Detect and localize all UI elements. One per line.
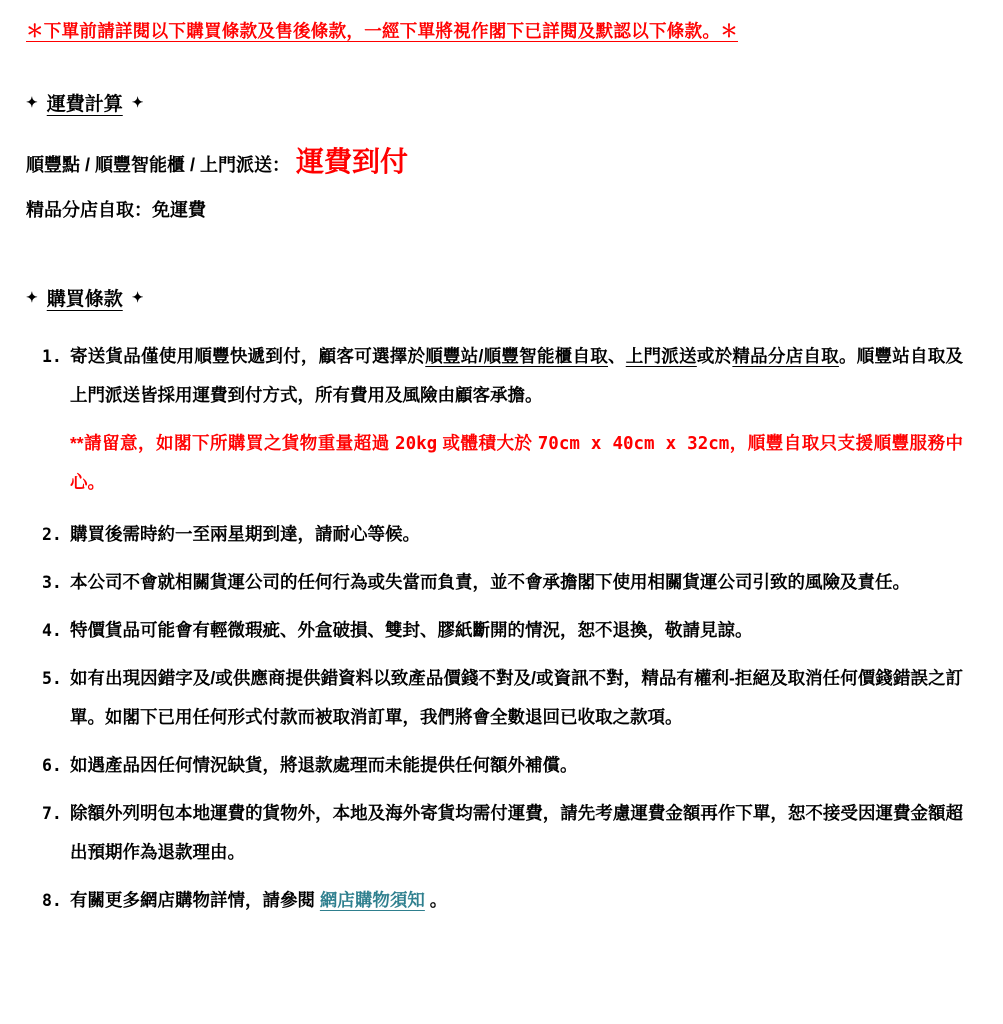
term-number: 8. — [42, 891, 62, 910]
term-segment: 寄送貨品僅使用順豐快遞到付，顧客可選擇於 — [70, 346, 426, 366]
term-body — [70, 794, 963, 872]
term-text-shipping-fee-policy: 除額外列明包本地運費的貨物外，本地及海外寄貨均需付運費，請先考慮運費金額再作下單，恕不接受因運費金額超出預期作為退款理由。 — [70, 803, 963, 862]
term-text-more-info — [70, 881, 963, 920]
note-segment: 或體積大於 — [437, 433, 538, 453]
terms-list — [26, 337, 963, 920]
pickup-option-sf-station: 順豐站/順豐智能櫃自取 — [425, 346, 608, 366]
term-body — [70, 515, 963, 554]
weight-limit-note — [70, 424, 963, 501]
term-text-out-of-stock: 如遇產品因任何情況缺貨，將退款處理而未能提供任何額外補償。 — [70, 755, 578, 775]
term-body — [70, 337, 963, 506]
term-item-6 — [42, 746, 963, 785]
term-body — [70, 611, 963, 650]
term-text-delivery-time: 購買後需時約一至兩星期到達，請耐心等候。 — [70, 524, 420, 544]
term-segment: 。順豐站自取及上門派送皆採用運費到付方式，所有費用及風險由顧客承擔。 — [70, 346, 964, 405]
terms-section-heading — [26, 284, 963, 311]
terms-heading-title: 購買條款 — [46, 289, 123, 310]
star-icon: ✦ — [26, 94, 38, 110]
term-item-8 — [42, 881, 963, 920]
note-segment: ，順豐自取只支援順豐服務中心。 — [70, 433, 963, 492]
pickup-option-store-pickup: 精品分店自取 — [732, 346, 839, 366]
term-number: 4. — [42, 621, 62, 640]
term-text-shipping-options — [70, 337, 963, 415]
weight-value: 20kg — [395, 434, 438, 454]
term-body — [70, 881, 963, 920]
pre-order-notice: ＊下單前請詳閱以下購買條款及售後條款，一經下單將視作閣下已詳閱及默認以下條款。＊ — [26, 21, 738, 41]
term-item-5 — [42, 659, 963, 737]
shopping-guide-link[interactable]: 網店購物須知 — [319, 890, 425, 910]
term-segment: 有關更多網店購物詳情，請參閱 — [70, 890, 320, 910]
star-icon: ✦ — [26, 289, 38, 305]
pickup-option-home-delivery: 上門派送 — [625, 346, 697, 366]
star-icon: ✦ — [131, 94, 144, 110]
fee-on-delivery-value: 運費到付 — [296, 146, 409, 177]
store-pickup-line: 精品分店自取：免運費 — [26, 200, 206, 220]
term-segment: 。 — [424, 890, 448, 910]
term-body — [70, 659, 963, 737]
shipping-heading-title: 運費計算 — [46, 94, 123, 115]
delivery-fee-line — [26, 140, 963, 180]
term-number: 2. — [42, 525, 62, 544]
term-number: 7. — [42, 804, 62, 823]
term-body — [70, 746, 963, 785]
star-icon: ✦ — [131, 289, 144, 305]
shipping-section-heading — [26, 89, 963, 116]
term-segment: 、 — [608, 346, 626, 366]
term-text-pricing-errors: 如有出現因錯字及/或供應商提供錯資料以致產品價錢不對及/或資訊不對，精品有權利-拒絕及取消任何價錢錯誤之訂單。如閣下已用任何形式付款而被取消訂單，我們將會全數退回已收取之款項。 — [70, 668, 963, 727]
term-text-courier-liability: 本公司不會就相關貨運公司的任何行為或失當而負責，並不會承擔閣下使用相關貨運公司引致的風險及責任。 — [70, 572, 910, 592]
term-item-1 — [42, 337, 963, 506]
delivery-methods-label: 順豐點 / 順豐智能櫃 / 上門派送： — [26, 155, 291, 175]
term-text-discounted-goods: 特價貨品可能會有輕微瑕疵、外盒破損、雙封、膠紙斷開的情況，恕不退換，敬請見諒。 — [70, 620, 753, 640]
term-item-4 — [42, 611, 963, 650]
note-segment: **請留意，如閣下所購買之貨物重量超過 — [70, 433, 396, 453]
term-number: 3. — [42, 573, 62, 592]
term-body — [70, 563, 963, 602]
term-number: 5. — [42, 669, 62, 688]
term-number: 1. — [42, 347, 62, 366]
term-item-7 — [42, 794, 963, 872]
dimensions-value: 70cm x 40cm x 32cm — [537, 434, 730, 454]
term-item-2 — [42, 515, 963, 554]
term-number: 6. — [42, 756, 62, 775]
term-segment: 或於 — [696, 346, 733, 366]
term-item-3 — [42, 563, 963, 602]
